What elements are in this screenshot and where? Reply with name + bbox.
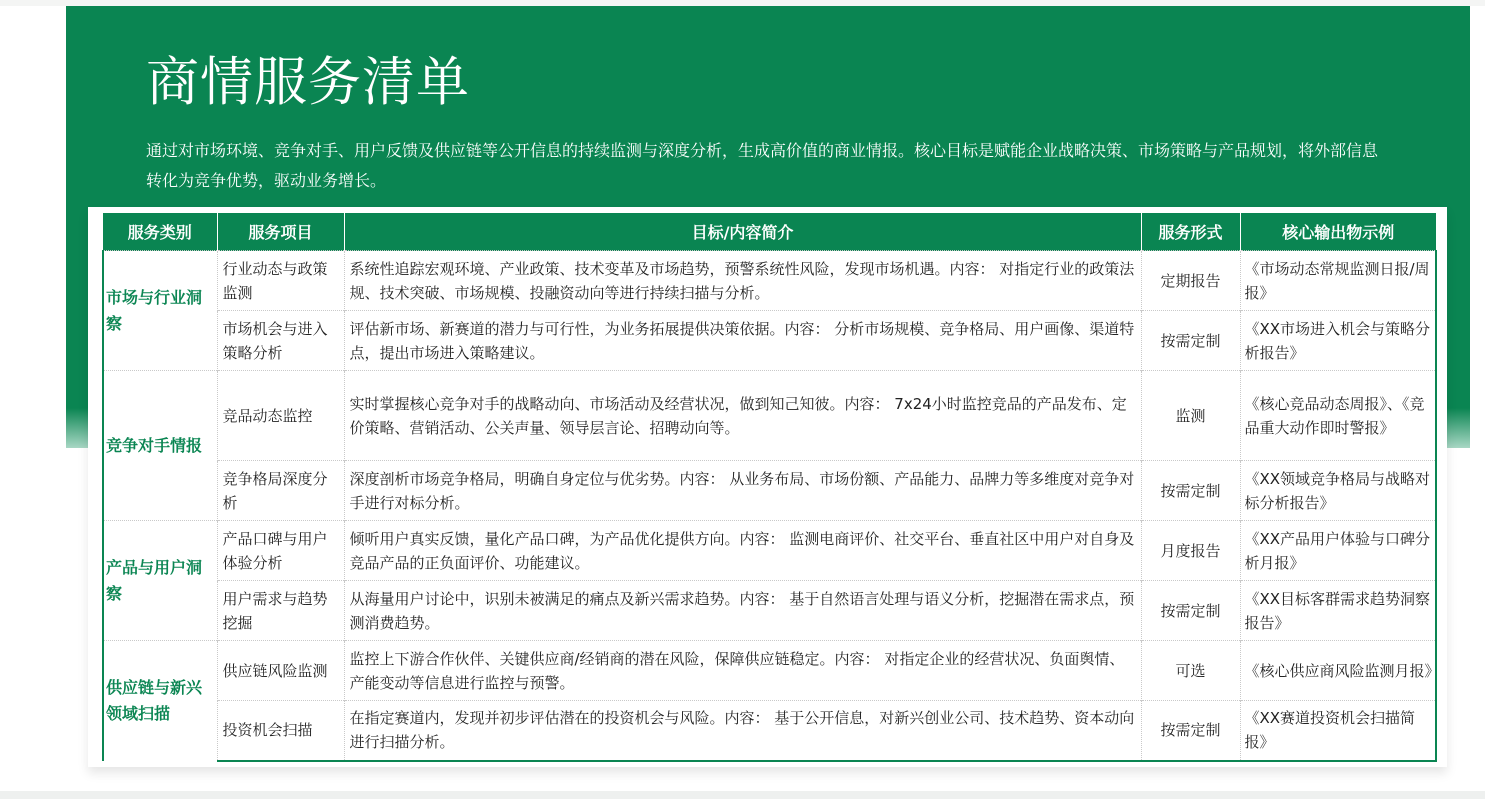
page-title: 商情服务清单 [146, 52, 470, 113]
content-cell: 系统性追踪宏观环境、产业政策、技术变革及市场趋势，预警系统性风险，发现市场机遇。内容： 对指定行业的政策法规、技术突破、市场规模、投融资动向等进行持续扫描与分析。 [344, 251, 1141, 311]
table-row [103, 311, 1436, 371]
header-content: 目标/内容简介 [344, 213, 1141, 251]
content-cell: 实时掌握核心竞争对手的战略动向、市场活动及经营状况，做到知己知彼。内容： 7x24小时监控竞品的产品发布、定价策略、营销活动、公关声量、领导层言论、招聘动向等。 [344, 371, 1141, 461]
category-cell: 供应链与新兴领域扫描 [103, 641, 217, 761]
form-cell: 定期报告 [1141, 251, 1240, 311]
table-row [103, 641, 1436, 701]
item-cell: 市场机会与进入策略分析 [217, 311, 344, 371]
item-cell: 行业动态与政策监测 [217, 251, 344, 311]
output-cell: 《XX市场进入机会与策略分析报告》 [1240, 311, 1436, 371]
category-cell: 产品与用户洞察 [103, 521, 217, 641]
form-cell: 监测 [1141, 371, 1240, 461]
content-cell: 深度剖析市场竞争格局，明确自身定位与优劣势。内容： 从业务布局、市场份额、产品能力、品牌力等多维度对竞争对手进行对标分析。 [344, 461, 1141, 521]
service-table [102, 213, 1440, 762]
output-cell: 《XX领域竞争格局与战略对标分析报告》 [1240, 461, 1436, 521]
content-cell: 在指定赛道内，发现并初步评估潜在的投资机会与风险。内容： 基于公开信息，对新兴创业公司、技术趋势、资本动向进行扫描分析。 [344, 701, 1141, 761]
service-table-card [88, 207, 1447, 767]
content-cell: 评估新市场、新赛道的潜力与可行性，为业务拓展提供决策依据。内容： 分析市场规模、竞争格局、用户画像、渠道特点，提出市场进入策略建议。 [344, 311, 1141, 371]
form-cell: 可选 [1141, 641, 1240, 701]
table-row [103, 371, 1436, 461]
form-cell: 按需定制 [1141, 581, 1240, 641]
table-row [103, 251, 1436, 311]
table-header-row [103, 213, 1436, 251]
page-description: 通过对市场环境、竞争对手、用户反馈及供应链等公开信息的持续监测与深度分析，生成高价值的商业情报。核心目标是赋能企业战略决策、市场策略与产品规划，将外部信息转化为竞争优势，驱动业务增长。 [146, 141, 1379, 190]
output-cell: 《核心竞品动态周报》、《竞品重大动作即时警报》 [1240, 371, 1436, 461]
content-cell: 倾听用户真实反馈，量化产品口碑，为产品优化提供方向。内容： 监测电商评价、社交平台、垂直社区中用户对自身及竞品产品的正负面评价、功能建议。 [344, 521, 1141, 581]
page-edge-bottom [0, 791, 1485, 799]
output-cell: 《XX产品用户体验与口碑分析月报》 [1240, 521, 1436, 581]
header-form: 服务形式 [1141, 213, 1240, 251]
form-cell: 按需定制 [1141, 461, 1240, 521]
form-cell: 月度报告 [1141, 521, 1240, 581]
item-cell: 投资机会扫描 [217, 701, 344, 761]
form-cell: 按需定制 [1141, 701, 1240, 761]
item-cell: 产品口碑与用户体验分析 [217, 521, 344, 581]
header-item: 服务项目 [217, 213, 344, 251]
output-cell: 《XX目标客群需求趋势洞察报告》 [1240, 581, 1436, 641]
category-cell: 市场与行业洞察 [103, 251, 217, 371]
category-cell: 竞争对手情报 [103, 371, 217, 521]
item-cell: 竞争格局深度分析 [217, 461, 344, 521]
item-cell: 供应链风险监测 [217, 641, 344, 701]
table-row [103, 581, 1436, 641]
form-cell: 按需定制 [1141, 311, 1240, 371]
item-cell: 竞品动态监控 [217, 371, 344, 461]
table-row [103, 521, 1436, 581]
table-row [103, 701, 1436, 761]
header-output: 核心输出物示例 [1240, 213, 1436, 251]
header-category: 服务类别 [103, 213, 217, 251]
output-cell: 《市场动态常规监测日报/周报》 [1240, 251, 1436, 311]
table-row [103, 461, 1436, 521]
output-cell: 《核心供应商风险监测月报》 [1240, 641, 1436, 701]
content-cell: 从海量用户讨论中，识别未被满足的痛点及新兴需求趋势。内容： 基于自然语言处理与语义分析，挖掘潜在需求点，预测消费趋势。 [344, 581, 1141, 641]
item-cell: 用户需求与趋势挖掘 [217, 581, 344, 641]
output-cell: 《XX赛道投资机会扫描简报》 [1240, 701, 1436, 761]
content-cell: 监控上下游合作伙伴、关键供应商/经销商的潜在风险，保障供应链稳定。内容： 对指定企业的经营状况、负面舆情、产能变动等信息进行监控与预警。 [344, 641, 1141, 701]
